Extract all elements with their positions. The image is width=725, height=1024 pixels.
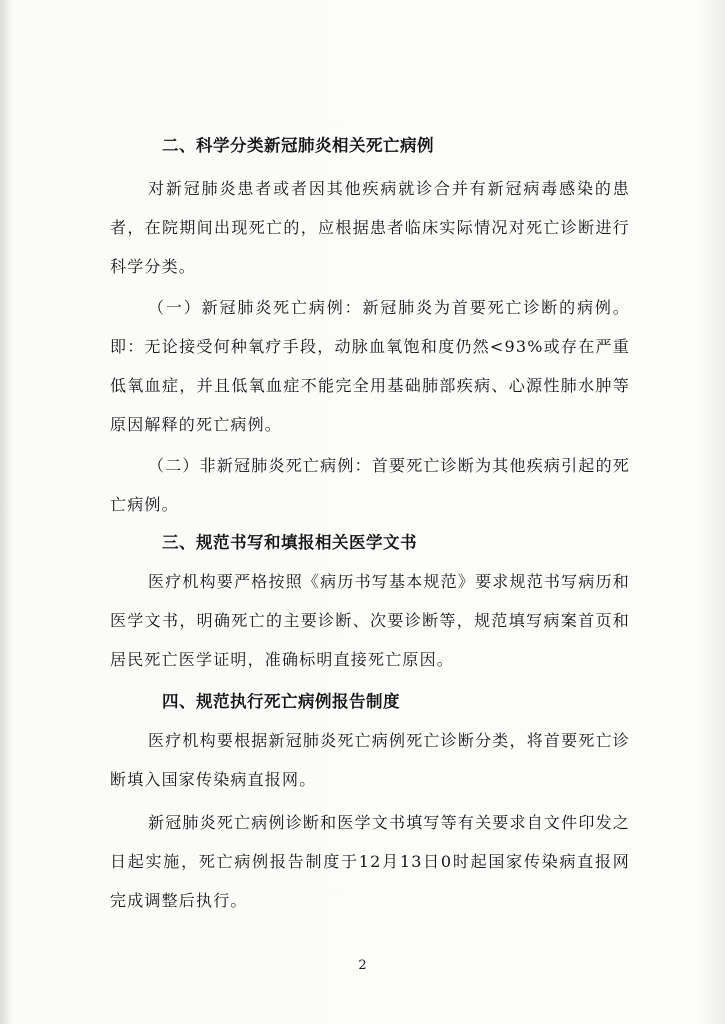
paragraph-classification-intro: 对新冠肺炎患者或者因其他疾病就诊合并有新冠病毒感染的患者，在院期间出现死亡的，应根据患者临床实际情况对死亡诊断进行科学分类。 bbox=[110, 179, 630, 276]
scan-edge-shadow bbox=[0, 0, 10, 1024]
paragraph-covid-death-case: （一）新冠肺炎死亡病例：新冠肺炎为首要死亡诊断的病例。即：无论接受何种氧疗手段，动脉血氧饱和度仍然<93%或存在严重低氧血症，并且低氧血症不能完全用基础肺部疾病、心源性肺水肿等原因解释的死亡病例。 bbox=[110, 298, 630, 434]
page-number: 2 bbox=[358, 958, 367, 973]
section-heading-3: 三、规范书写和填报相关医学文书 bbox=[162, 533, 417, 552]
document-body bbox=[110, 133, 630, 920]
paragraph-medical-records: 医疗机构要严格按照《病历书写基本规范》要求规范书写病历和医学文书，明确死亡的主要诊断、次要诊断等，规范填写病案首页和居民死亡医学证明，准确标明直接死亡原因。 bbox=[110, 572, 630, 669]
paragraph-non-covid-death-case: （二）非新冠肺炎死亡病例：首要死亡诊断为其他疾病引起的死亡病例。 bbox=[110, 456, 630, 514]
paragraph-report-system: 医疗机构要根据新冠肺炎死亡病例死亡诊断分类，将首要死亡诊断填入国家传染病直报网。 bbox=[110, 731, 630, 789]
paragraph-implementation: 新冠肺炎死亡病例诊断和医学文书填写等有关要求自文件印发之日起实施，死亡病例报告制度于12月13日0时起国家传染病直报网完成调整后执行。 bbox=[110, 813, 630, 910]
section-heading-4: 四、规范执行死亡病例报告制度 bbox=[162, 692, 400, 711]
section-heading-2: 二、科学分类新冠肺炎相关死亡病例 bbox=[162, 136, 434, 155]
